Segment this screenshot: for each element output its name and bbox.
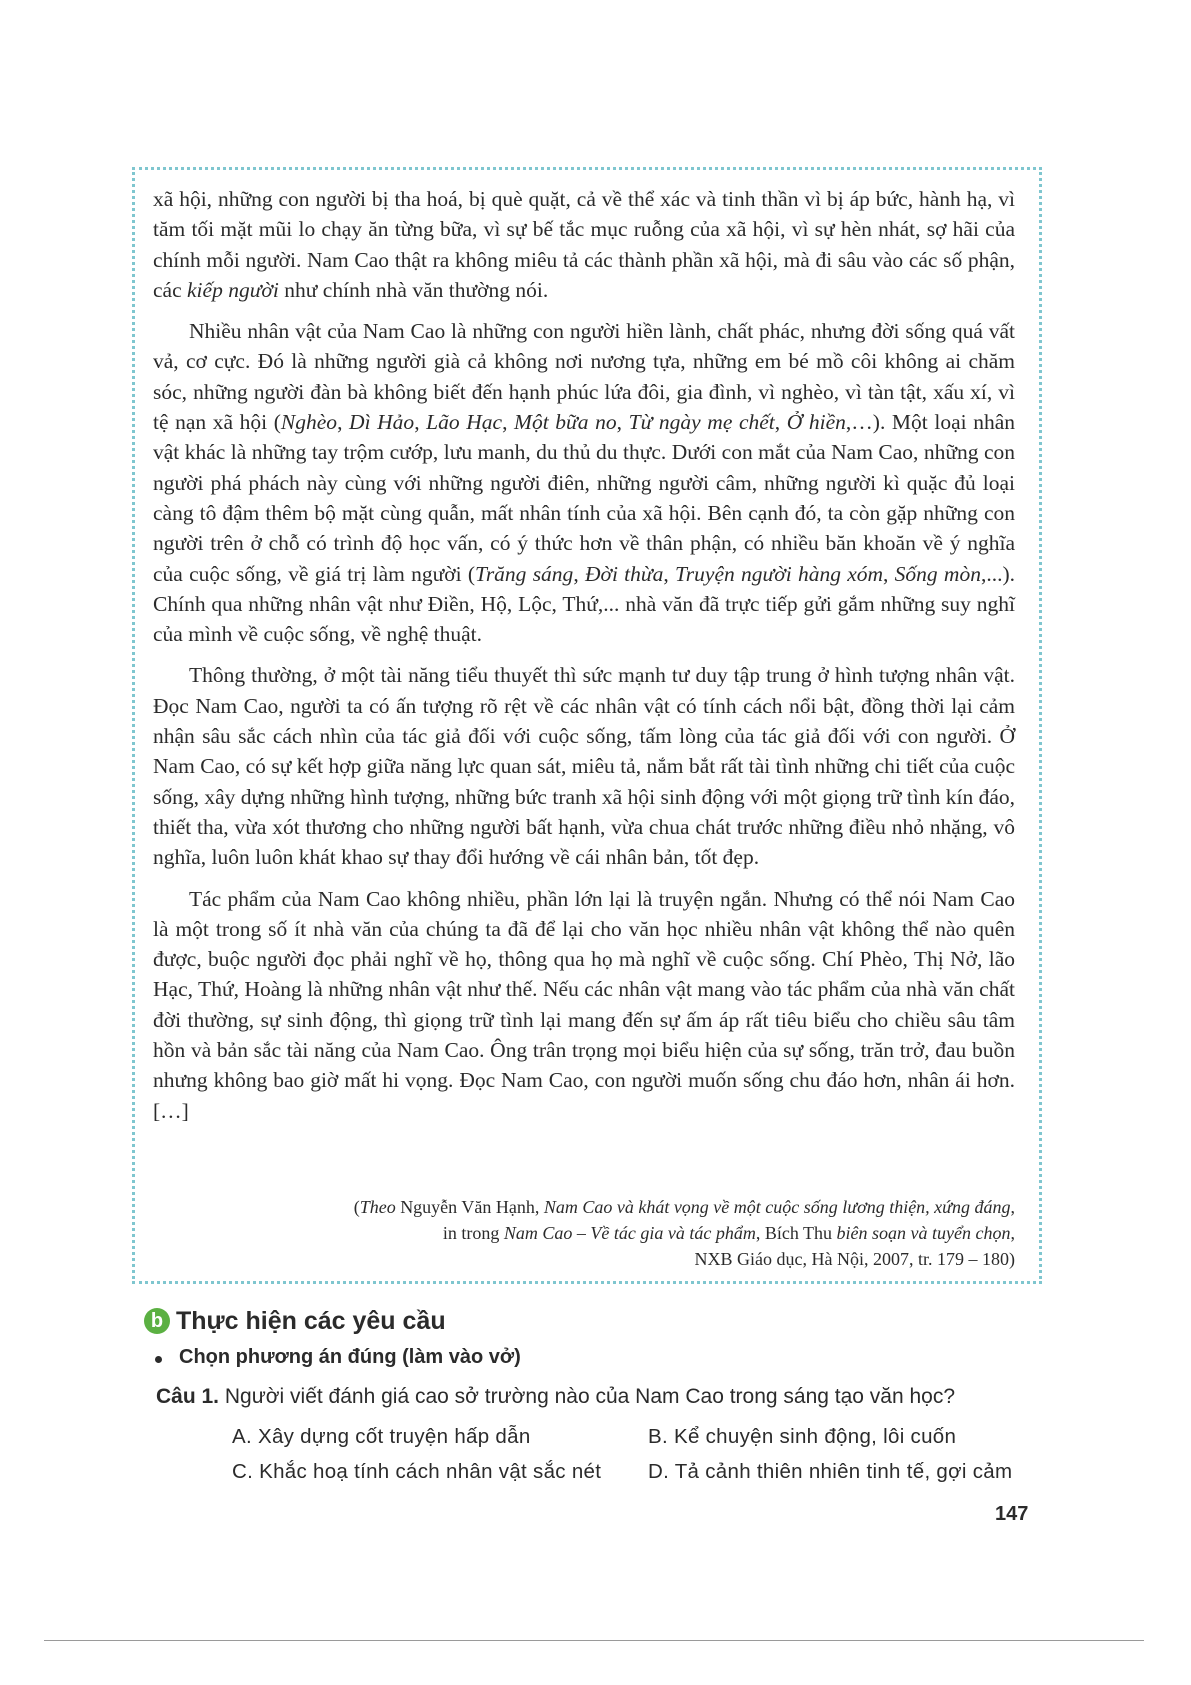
- question-label: Câu 1.: [156, 1385, 220, 1408]
- reading-passage: [153, 184, 1015, 1137]
- source-citation: [153, 1194, 1015, 1272]
- passage-paragraph-3: Thông thường, ở một tài năng tiểu thuyết thì sức mạnh tư duy tập trung ở hình tượng nhân vật. Đọc Nam Cao, người ta có ấn tượng rõ rệt về các nhân vật có tính cách nổi bật, đồng thời lại cảm nhận sâu sắc cách nhìn của tác giả đối với cuộc sống, tấm lòng của tác giả đối với con người. Ở Nam Cao, có sự kết hợp giữa năng lực quan sát, miêu tả, nắm bắt rất tài tình những chi tiết của cuộc sống, xây dựng những hình tượng, những bức tranh xã hội sinh động với một giọng trữ tình kín đáo, thiết tha, vừa xót thương cho những người bất hạnh, vừa chua chát trước những điều nhỏ nhặng, vô nghĩa, luôn luôn khát khao sự thay đổi hướng về cái nhân bản, tốt đẹp.: [153, 663, 1015, 870]
- citation-line-2: in trong Nam Cao – Về tác gia và tác phẩm, Bích Thu biên soạn và tuyển chọn,: [442, 1223, 1015, 1243]
- option-d: D. Tả cảnh thiên nhiên tinh tế, gợi cảm: [648, 1460, 1013, 1483]
- question-text: Người viết đánh giá cao sở trường nào của Nam Cao trong sáng tạo văn học?: [219, 1385, 956, 1408]
- section-title: Thực hiện các yêu cầu: [176, 1306, 446, 1335]
- section-heading: [144, 1303, 446, 1339]
- passage-paragraph-1: xã hội, những con người bị tha hoá, bị què quặt, cả về thể xác và tinh thần vì bị áp bức, hành hạ, vì tăm tối mặt mũi lo chạy ăn từng bữa, vì sự bế tắc mục ruỗng của xã hội, vì sự hèn nhát, sợ hãi của chính mỗi người. Nam Cao thật ra không miêu tả các thành phần xã hội, mà đi sâu vào các số phận, các kiếp người như chính nhà văn thường nói.: [153, 187, 1015, 302]
- citation-line-1: (Theo Nguyễn Văn Hạnh, Nam Cao và khát vọng về một cuộc sống lương thiện, xứng đáng,: [353, 1197, 1015, 1217]
- instruction-bullet: [155, 1346, 521, 1369]
- option-a: A. Xây dựng cốt truyện hấp dẫn: [232, 1425, 531, 1448]
- citation-line-3: NXB Giáo dục, Hà Nội, 2007, tr. 179 – 180): [694, 1249, 1015, 1269]
- instruction-text: Chọn phương án đúng (làm vào vở): [179, 1346, 521, 1368]
- page-number: 147: [995, 1503, 1029, 1525]
- option-b: B. Kể chuyện sinh động, lôi cuốn: [648, 1425, 957, 1448]
- bullet-dot-icon: [155, 1356, 162, 1363]
- section-badge: b: [144, 1308, 170, 1334]
- passage-paragraph-4: Tác phẩm của Nam Cao không nhiều, phần lớn lại là truyện ngắn. Nhưng có thể nói Nam Cao là một trong số ít nhà văn của chúng ta đã để lại cho văn học nhiều nhân vật không thể nào quên được, buộc người đọc phải nghĩ về họ, thông qua họ mà nghĩ về cuộc sống. Chí Phèo, Thị Nở, lão Hạc, Thứ, Hoàng là những nhân vật như thế. Nếu các nhân vật mang vào tác phẩm của nhà văn chất đời thường, sự sinh động, thì giọng trữ tình lại mang đến sự ấm áp rất tiêu biểu cho chiều sâu tâm hồn và bản sắc tài năng của Nam Cao. Ông trân trọng mọi biểu hiện của sự sống, trăn trở, đau buồn nhưng không bao giờ mất hi vọng. Đọc Nam Cao, con người muốn sống chu đáo hơn, nhân ái hơn. […]: [153, 886, 1015, 1123]
- question-1: [156, 1385, 955, 1409]
- footer-divider: [44, 1640, 1144, 1641]
- passage-paragraph-2: Nhiều nhân vật của Nam Cao là những con người hiền lành, chất phác, nhưng đời sống quá vất vả, cơ cực. Đó là những người già cả không nơi nương tựa, những em bé mồ côi không ai chăm sóc, những người đàn bà không biết đến hạnh phúc lứa đôi, gia đình, vì nghèo, vì tàn tật, xấu xí, vì tệ nạn xã hội (Nghèo, Dì Hảo, Lão Hạc, Một bữa no, Từ ngày mẹ chết, Ở hiền,…). Một loại nhân vật khác là những tay trộm cướp, lưu manh, du thủ du thực. Dưới con mắt của Nam Cao, những con người phá phách này cùng với những người điên, những người câm, những người kì quặc đủ loại càng tô đậm thêm bộ mặt cùng quẫn, mất nhân tính của xã hội. Bên cạnh đó, ta còn gặp những con người trên ở chỗ có trình độ học vấn, có ý thức hơn về thân phận, có nhiều băn khoăn về ý nghĩa của cuộc sống, về giá trị làm người (Trăng sáng, Đời thừa, Truyện người hàng xóm, Sống mòn,...). Chính qua những nhân vật như Điền, Hộ, Lộc, Thứ,... nhà văn đã trực tiếp gửi gắm những suy nghĩ của mình về cuộc sống, về nghệ thuật.: [153, 319, 1016, 647]
- option-c: C. Khắc hoạ tính cách nhân vật sắc nét: [232, 1460, 602, 1483]
